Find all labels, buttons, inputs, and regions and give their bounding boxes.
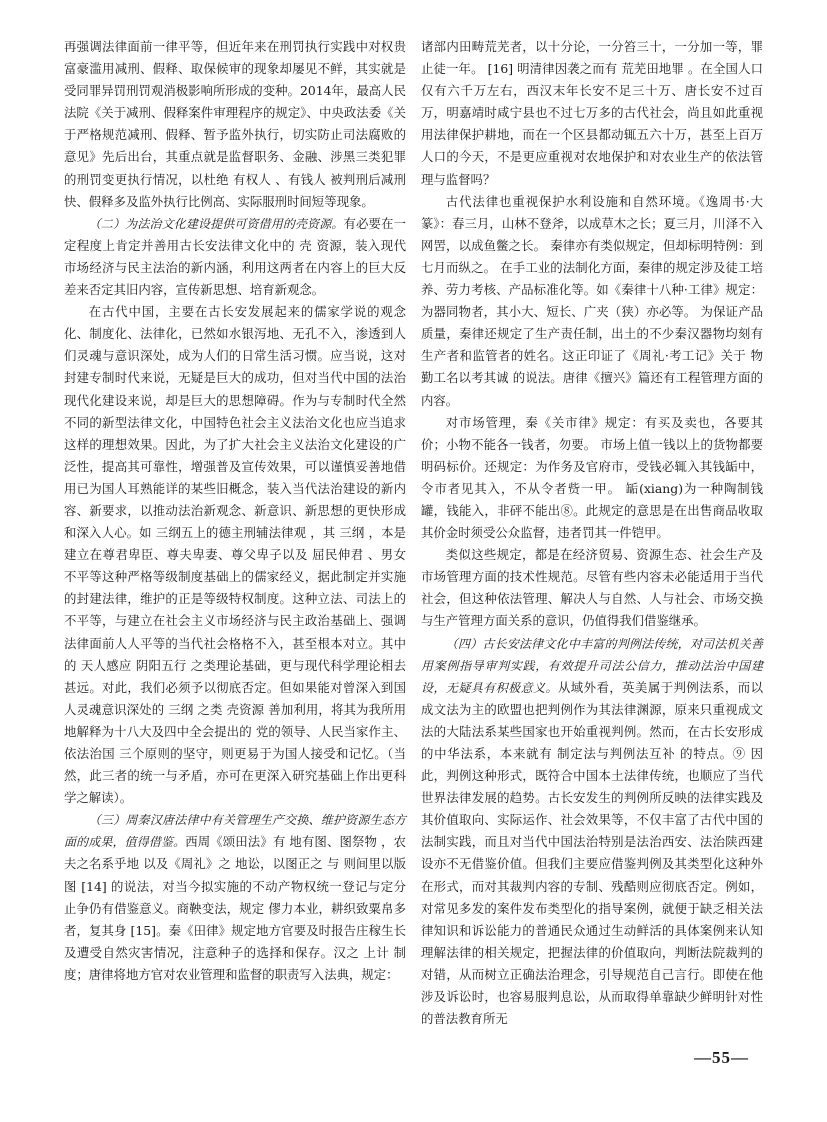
section-heading-4: （四）古长安法律文化中丰富的判例法传统，对司法机关善用案例指导审判实践，有效提升司法公信力，推动法治中国建设，无疑具有积极意义。 [421,636,763,695]
section-heading-3: （三）周秦汉唐法律中有关管理生产交换、维护资源生态方面的成果，值得借鉴。 [64,813,406,850]
paragraph-1: 再强调法律面前一律平等，但近年来在刑罚执行实践中对权贵富豪滥用减刑、假释、取保候审的现象却屡见不鲜，其实就是受同罪异罚刑罚观消极影响所形成的变种。2014年，最高人民法院《关于减刑、假释案件审理程序的规定》、中央政法委《关于严格规范减刑、假释、暂予监外执行，切实防止司法腐败的意见》先后出台，其重点就是监督职务、金融、涉黑三类犯罪的刑罚变更执行情况，以杜绝 有权人 、有钱人 被判刑后减刑快、假释多及监外执行比例高、实际服刑时间短等现象。 [64,39,406,209]
paragraph-3: 在古代中国，主要在古长安发展起来的儒家学说的观念化、制度化、法律化，已然如水银泻地、无孔不入，渗透到人们灵魂与意识深处，成为人们的日常生活习惯。应当说，这对封建专制时代来说，无疑是巨大的成功，但对当代中国的法治现代化建设来说，却是巨大的思想障碍。作为与专制时代全然不同的新型法律文化，中国特色社会主义法治文化也应当追求这样的理想效果。因此，为了扩大社会主义法治文化建设的广泛性，提高其可靠性，增强普及宣传效果，可以谨慎妥善地借用已为国人耳熟能详的某些旧概念，装入当代法治建设的新内容、新要求，以推动法治新观念、新意识、新思想的更快形成和深入人心。如 三纲五上的德主刑辅法律观 ，其 三纲 ，本是建立在尊君卑臣、尊夫卑妻、尊父卑子以及 屈民伸君 、男女不平等这种严格等级制度基础上的儒家经义，据此制定并实施的封建法律，维护的正是等级特权制度。这种立法、司法上的不平等，与建立在社会主义市场经济与民主政治基础上、强调法律面前人人平等的当代社会格格不入，甚至根本对立。其中的 天人感应 阴阳五行 之类理论基础，更与现代科学理论相去甚远。对此，我们必须予以彻底否定。但如果能对曾深入到国人灵魂意识深处的 三纲 之类 壳资源 善加利用，将其为我所用地解释为十八大及四中全会提出的 党的领导、人民当家作主、依法治国 三个原则的坚守，则更易于为国人接受和记忆。（当然，此三者的统一与矛盾，亦可在更深入研究基础上作出更科学之解读）。 [64,304,406,806]
paragraph-5: 诸部内田畴荒芜者，以十分论，一分笞三十，一分加一等，罪止徒一年。 [16] 明清律因袭之而有 荒芜田地罪 。在全国人口仅有六千万左右，西汉末年长安不足三十万、唐长安不过百万，明嘉靖时咸宁县也不过七万多的古代社会，尚且如此重视用法律保护耕地，而在一个区县都动辄五六十万，甚至上百万人口的今天，不是更应重视对农地保护和对农业生产的依法管理与监督吗？ [421,39,763,187]
paragraph-8: 类似这些规定，都是在经济贸易、资源生态、社会生产及市场管理方面的技术性规范。尽管有些内容未必能适用于当代社会，但这种依法管理、解决人与自然、人与社会、市场交换与生产管理方面关系的意识，仍值得我们借鉴继承。 [421,547,763,629]
paragraph-6: 古代法律也重视保护水利设施和自然环境。《逸周书·大篆》：春三月，山林不登斧，以成草木之长；夏三月，川泽不入网罟，以成鱼鳖之长。 秦律亦有类似规定，但却标明特例：到七月而纵之。 在手工业的法制化方面，秦律的规定涉及徒工培养、劳力考核、产品标准化等。如《秦律十八种·工律》规定：为器同物者，其小大、短长、广夹（狭）亦必等。 为保证产品质量，秦律还规定了生产责任制，出土的不少秦汉器物均刻有生产者和监管者的姓名。这正印证了《周礼·考工记》关于 物勤工名以考其诚 的说法。唐律《擅兴》篇还有工程管理方面的内容。 [421,193,763,408]
paragraph-4: （三）周秦汉唐法律中有关管理生产交换、维护资源生态方面的成果，值得借鉴。西周《颂田法》有 地有图、图祭物 ，农夫之名系乎地 以及《周礼》之 地讼，以图正之 与 则间里以版图 [14] 的说法，对当今拟实施的不动产物权统一登记与定分止争仍有借鉴意义。商鞅变法，规定 僇力本业，耕织致粟帛多者，复其身 [15]。秦《田律》规定地方官要及时报告庄稼生长及遭受自然灾害情况，注意种子的选择和保存。汉之 上计 制度；唐律将地方官对农业管理和监督的职责写入法典，规定： [64,813,406,982]
paragraph-2: （二）为法治文化建设提供可资借用的壳资源。有必要在一定程度上肯定并善用古长安法律文化中的 壳 资源，装入现代市场经济与民主法治的新内涵，利用这两者在内容上的巨大反差来否定其旧内容，宣传新思想、培育新观念。 [64,215,406,298]
paragraph-9: （四）古长安法律文化中丰富的判例法传统，对司法机关善用案例指导审判实践，有效提升司法公信力，推动法治中国建设，无疑具有积极意义。从域外看，英美属于判例法系，而以成文法为主的欧盟也把判例作为其法律渊源，原来只重视成文法的大陆法系某些国家也开始重视判例。然而，在古长安形成的中华法系，本来就有 制定法与判例法互补 的特点。⑨ 因此，判例这种形式，既符合中国本土法律传统，也顺应了当代世界法律发展的趋势。古长安发生的判例所反映的法律实践及其价值取向、实际运作、社会效果等，不仅丰富了古代中国的法制实践，而且对当代中国法治特别是法治西安、法治陕西建设亦不无借鉴价值。但我们主要应借鉴判例及其类型化这种外在形式，而对其裁判内容的专制、残酷则应彻底否定。例如，对常见多发的案件发布类型化的指导案例，就便于缺乏相关法律知识和诉讼能力的普通民众通过生动鲜活的具体案例来认知理解法律的相关规定，把握法律的价值取向，判断法院裁判的对错，从而树立正确法治理念，引导规范自己言行。即使在他涉及诉讼时，也容易服判息讼，从而取得单靠缺少鲜明针对性的普法教育所无 [421,636,763,1027]
right-column [421,36,763,1030]
page-number: —55— [694,1048,749,1067]
paragraph-7: 对市场管理，秦《关市律》规定：有买及卖也，各要其价；小物不能各一钱者，勿要。 市场上值一钱以上的货物都要明码标价。还规定：为作务及官府市，受钱必辄入其钱缿中，令市者见其入，不从令者赀一甲。 缿(xiang)为一种陶制钱罐，钱能入，非砰不能出⑧。此规定的意思是在出售商品收取其价金时须受公众监督，违者罚其一件铠甲。 [421,414,763,541]
left-column [64,36,406,986]
section-heading-2: （二）为法治文化建设提供可资借用的壳资源。 [88,216,344,231]
